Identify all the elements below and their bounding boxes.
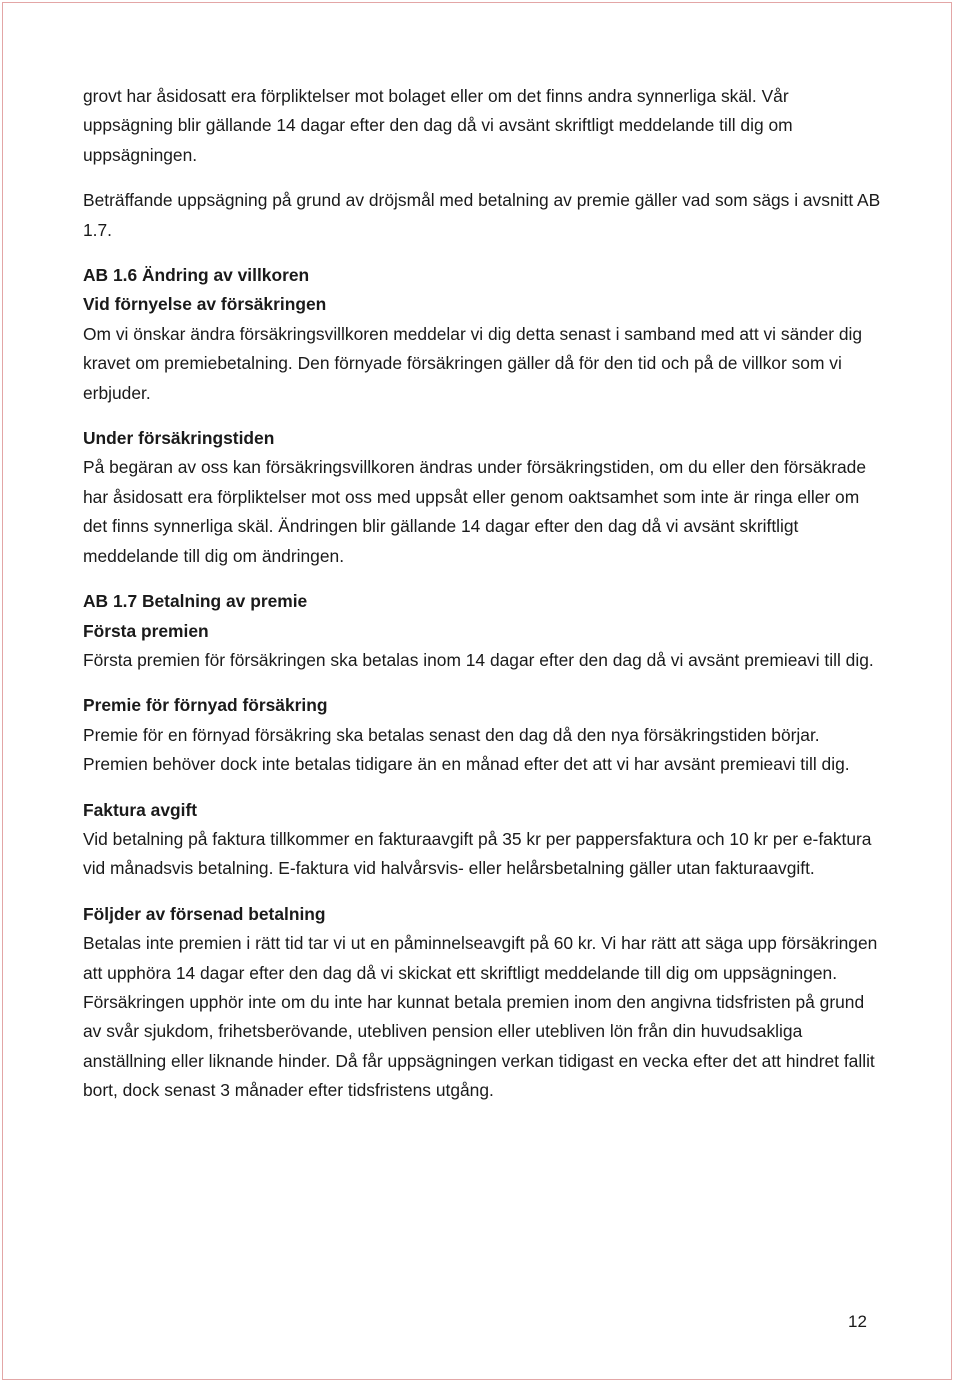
paragraph-foljder-forsenad-betalning: Betalas inte premien i rätt tid tar vi ut en påminnelseavgift på 60 kr. Vi har rätt att säga upp försäkringen att upphöra 14 dagar efter den dag då vi skickat ett skriftligt meddelande till dig om uppsägningen. Försäkringen upphör inte om du inte har kunnat betala premien inom den angivna tidsfristen på grund av svår sjukdom, frihetsberövande, utebliven pension eller utebliven lön från din huvudsakliga anställning eller liknande hinder. Då får uppsägningen verkan tidigast en vecka efter det att hindret fallit bort, dock senast 3 månader efter tidsfristens utgång. bbox=[83, 933, 878, 1101]
section-heading-ab-1-7: AB 1.7 Betalning av premie bbox=[83, 591, 308, 612]
intro-paragraph-1: grovt har åsidosatt era förpliktelser mot bolaget eller om det finns andra synnerliga skäl. Vår uppsägning blir gällande 14 dagar efter den dag då vi avsänt skriftligt meddelande till dig om uppsägningen. bbox=[83, 86, 793, 165]
page-number: 12 bbox=[848, 1312, 867, 1331]
subheading-foljder-forsenad-betalning: Följder av försenad betalning bbox=[83, 903, 326, 924]
paragraph-vid-fornyelse: Om vi önskar ändra försäkringsvillkoren meddelar vi dig detta senast i samband med att vi sänder dig kravet om premiebetalning. Den förnyade försäkringen gäller då för den tid och på de villkor som vi erbjuder. bbox=[83, 323, 863, 403]
subheading-forsta-premien: Första premien bbox=[83, 620, 209, 641]
paragraph-forsta-premien: Första premien för försäkringen ska betalas inom 14 dagar efter den dag då vi avsänt premieavi till dig. bbox=[83, 649, 874, 670]
document-body bbox=[83, 82, 883, 1106]
section-heading-ab-1-6: AB 1.6 Ändring av villkoren bbox=[83, 265, 310, 286]
subheading-vid-fornyelse: Vid förnyelse av försäkringen bbox=[83, 294, 327, 315]
subheading-premie-fornyad: Premie för förnyad försäkring bbox=[83, 695, 328, 716]
paragraph-under-forsakringstiden: På begäran av oss kan försäkringsvillkoren ändras under försäkringstiden, om du eller den försäkrade har åsidosatt era förpliktelser mot oss med uppsåt eller genom oaktsamhet som inte är ringa eller om det finns synnerliga skäl. Ändringen blir gällande 14 dagar efter den dag då vi avsänt skriftligt meddelande till dig om ändringen. bbox=[83, 457, 867, 566]
paragraph-faktura-avgift: Vid betalning på faktura tillkommer en fakturaavgift på 35 kr per pappersfaktura och 10 kr per e-faktura vid månadsvis betalning. E-faktura vid halvårsvis- eller helårsbetalning gäller utan fakturaavgift. bbox=[83, 828, 872, 879]
intro-paragraph-2: Beträffande uppsägning på grund av dröjsmål med betalning av premie gäller vad som sägs i avsnitt AB 1.7. bbox=[83, 190, 881, 240]
subheading-under-forsakringstiden: Under försäkringstiden bbox=[83, 428, 275, 449]
paragraph-premie-fornyad: Premie för en förnyad försäkring ska betalas senast den dag då den nya försäkringstiden börjar. Premien behöver dock inte betalas tidigare än en månad efter det att vi har avsänt premieavi till dig. bbox=[83, 724, 850, 775]
subheading-faktura-avgift: Faktura avgift bbox=[83, 799, 198, 820]
